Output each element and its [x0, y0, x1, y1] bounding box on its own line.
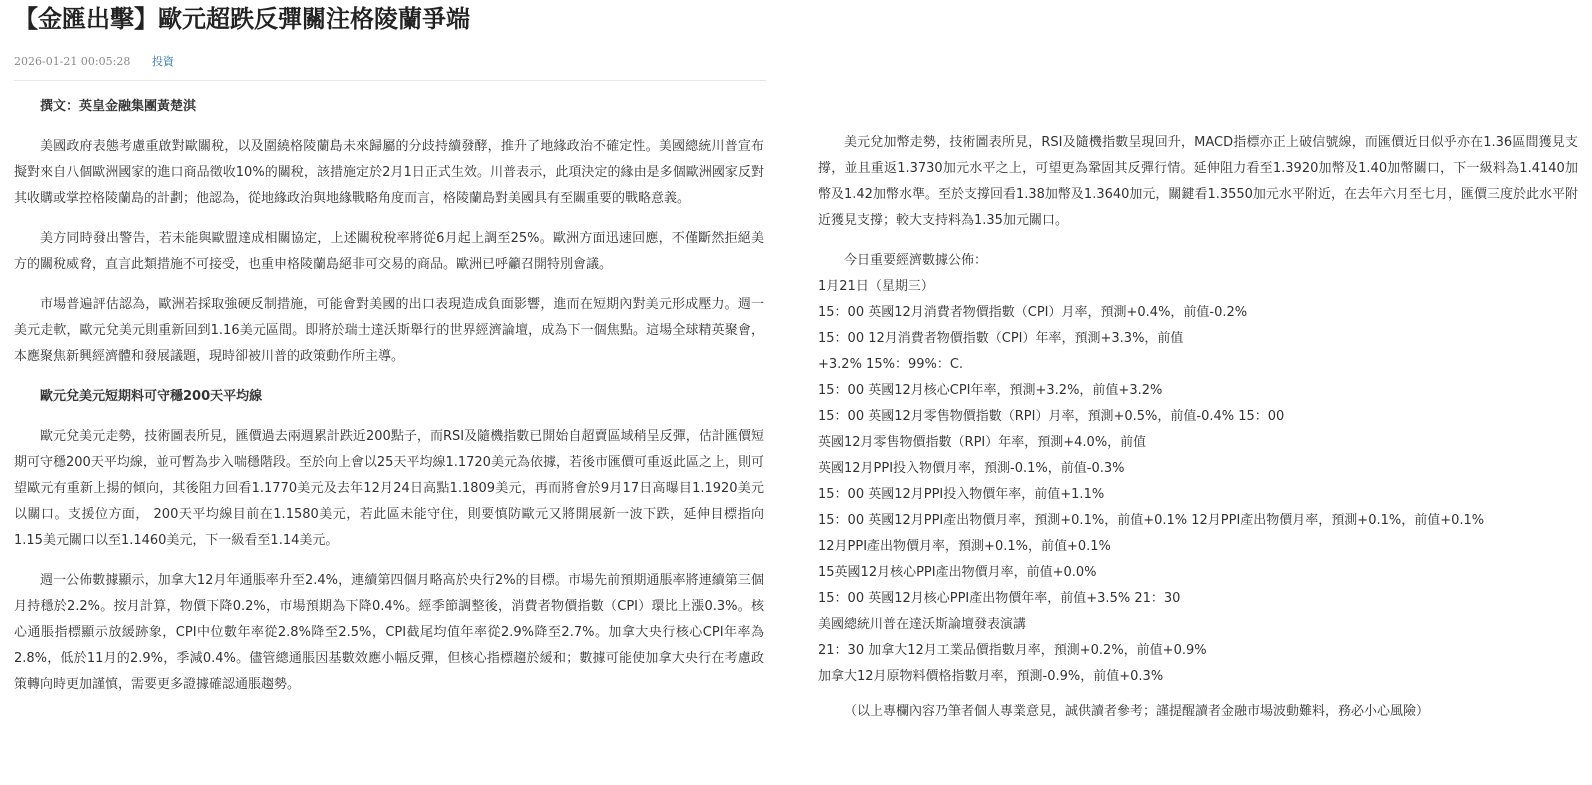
data-line: 美國總統川普在達沃斯論壇發表演講 — [818, 617, 1027, 632]
author-line: 撰文：英皇金融集團黃楚淇 — [40, 99, 197, 114]
article-body-right — [818, 130, 1578, 719]
data-line: 15：00 英國12月消費者物價指數（CPI）月率，預測+0.4%，前值-0.2% — [818, 305, 1248, 320]
article-body-left — [14, 94, 764, 712]
data-line: 15：00 英國12月核心CPI年率，預測+3.2%，前值+3.2% — [818, 383, 1163, 398]
paragraph: 市場普遍評估認為，歐洲若採取強硬反制措施，可能會對美國的出口表現造成負面影響，進而在短期內對美元形成壓力。週一美元走軟，歐元兌美元則重新回到1.16美元區間。即將於瑞士達沃斯舉行的世界經濟論壇，成為下一個焦點。這場全球精英聚會，本應聚焦新興經濟體和發展議題，現時卻被川普的政策動作所主導。 — [14, 297, 764, 364]
data-line: 15英國12月核心PPI產出物價月率，前值+0.0% — [818, 565, 1097, 580]
paragraph: 週一公佈數據顯示，加拿大12月年通脹率升至2.4%，連續第四個月略高於央行2%的目標。市場先前預期通脹率將連續第三個月持穩於2.2%。按月計算，物價下降0.2%，市場預期為下降0.4%。經季節調整後，消費者物價指數（CPI）環比上漲0.3%。核心通脹指標顯示放緩跡象，CPI中位數年率從2.8%降至2.5%，CPI截尾均值年率從2.9%降至2.7%。加拿大央行核心CPI年率為2.8%，低於11月的2.9%，季減0.4%。儘管總通脹因基數效應小幅反彈，但核心指標趨於緩和；數據可能使加拿大央行在考慮政策轉向時更加謹慎，需要更多證據確認通脹趨勢。 — [14, 573, 764, 692]
data-line: 15：00 英國12月PPI產出物價月率，預測+0.1%，前值+0.1% 12月PPI產出物價月率，預測+0.1%，前值+0.1% — [818, 513, 1485, 528]
data-line: 21：30 加拿大12月工業品價指數月率，預測+0.2%，前值+0.9% — [818, 643, 1207, 658]
data-line: 英國12月PPI投入物價月率，預測-0.1%，前值-0.3% — [818, 461, 1125, 476]
data-line: 英國12月零售物價指數（RPI）年率，預測+4.0%，前值 — [818, 435, 1147, 450]
paragraph: 美元兌加幣走勢，技術圖表所見，RSI及隨機指數呈現回升，MACD指標亦正上破信號線，而匯價近日似乎亦在1.36區間獲見支撐，並且重返1.3730加元水平之上，可望更為鞏固其反彈行情。延伸阻力看至1.3920加幣及1.40加幣關口，下一級料為1.4140加幣及1.42加幣水準。至於支撐回看1.38加幣及1.3640加元，關鍵看1.3550加元水平附近，在去年六月至七月，匯價三度於此水平附近獲見支撐；較大支持料為1.35加元關口。 — [818, 135, 1578, 228]
paragraph: 歐元兌美元走勢，技術圖表所見，匯價過去兩週累計跌近200點子，而RSI及隨機指數已開始自超賣區域稍呈反彈，估計匯價短期可守穩200天平均線，並可暫為步入喘穩階段。至於向上會以25天平均線1.1720美元為依據，若後市匯價可重返此區之上，則可望歐元有重新上揚的傾向，其後阻力回看1.1770美元及去年12月24日高點1.1809美元，再而將會於9月17日高曝目1.1920美元以關口。支援位方面， 200天平均線目前在1.1580美元，若此區未能守住，則要慎防歐元又將開展新一波下跌，延伸目標指向1.15美元關口以至1.1460美元，下一級看至1.14美元。 — [14, 429, 764, 548]
data-line: 15：00 12月消費者物價指數（CPI）年率，預測+3.3%，前值 — [818, 331, 1184, 346]
paragraph: 美國政府表態考慮重啟對歐關稅，以及圍繞格陵蘭島未來歸屬的分歧持續發酵，推升了地緣政治不確定性。美國總統川普宣布擬對來自八個歐洲國家的進口商品徵收10%的關稅，該措施定於2月1日正式生效。川普表示，此項決定的緣由是多個歐洲國家反對其收購或掌控格陵蘭島的計劃；他認為，從地緣政治與地緣戰略角度而言，格陵蘭島對美國具有至關重要的戰略意義。 — [14, 139, 764, 206]
disclaimer: （以上專欄內容乃筆者個人專業意見，誠供讀者參考；謹提醒讀者金融市場波動難料，務必小心風險） — [844, 704, 1430, 719]
data-line: 15：00 英國12月PPI投入物價年率，前值+1.1% — [818, 487, 1105, 502]
data-line: 1月21日（星期三） — [818, 279, 934, 294]
category-link[interactable]: 投資 — [151, 55, 174, 68]
paragraph: 美方同時發出警告，若未能與歐盟達成相關協定，上述關稅稅率將從6月起上調至25%。歐洲方面迅速回應，不僅斷然拒絕美方的關稅威脅，直言此類措施不可接受，也重申格陵蘭島絕非可交易的商品。歐洲已呼籲召開特別會議。 — [14, 231, 764, 272]
data-line: 加拿大12月原物料價格指數月率，預測-0.9%，前值+0.3% — [818, 669, 1164, 684]
data-intro: 今日重要經濟數據公佈： — [844, 253, 988, 268]
data-line: 12月PPI產出物價月率，預測+0.1%，前值+0.1% — [818, 539, 1111, 554]
publish-date: 2026-01-21 00:05:28 — [14, 55, 131, 68]
data-line: 15：00 英國12月零售物價指數（RPI）月率，預測+0.5%，前值-0.4% 15：00 — [818, 409, 1285, 424]
title-divider — [14, 80, 766, 81]
data-line: 15：00 英國12月核心PPI產出物價年率，前值+3.5% 21：30 — [818, 591, 1181, 606]
economic-data-list — [818, 248, 1578, 690]
article-title: 【金匯出擊】歐元超跌反彈關注格陵蘭爭端 — [14, 5, 470, 33]
subheading: 歐元兌美元短期料可守穩200天平均線 — [40, 389, 263, 404]
article-meta — [14, 53, 174, 69]
data-line: +3.2% 15%：99%：C. — [818, 357, 964, 372]
